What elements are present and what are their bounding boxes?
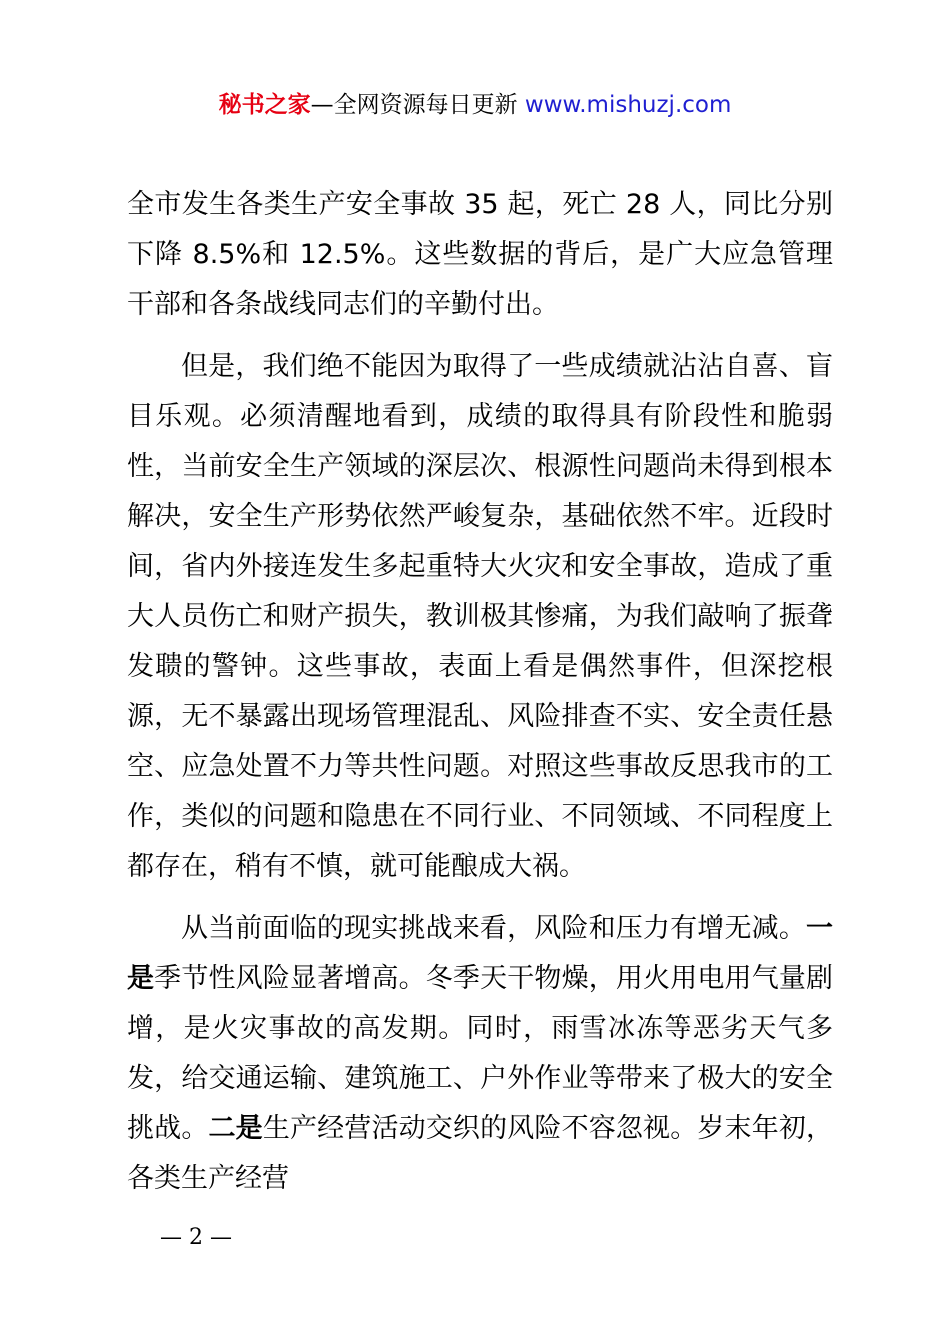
brand-name: 秘书之家 — [218, 92, 311, 118]
paragraph-2: 但是，我们绝不能因为取得了一些成绩就沾沾自喜、盲目乐观。必须清醒地看到，成绩的取得具有阶段性和脆弱性，当前安全生产领域的深层次、根源性问题尚未得到根本解决，安全生产形势依然严峻复杂，基础依然不牢。近段时间，省内外接连发生多起重特大火灾和安全事故，造成了重大人员伤亡和财产损失，教训极其惨痛，为我们敲响了振聋发聩的警钟。这些事故，表面上看是偶然事件，但深挖根源，无不暴露出现场管理混乱、风险排查不实、安全责任悬空、应急处置不力等共性问题。对照这些事故反思我市的工作，类似的问题和隐患在不同行业、不同领域、不同程度上都存在，稍有不慎，就可能酿成大祸。 — [127, 351, 833, 882]
point-one-marker: 一是 — [127, 913, 833, 994]
document-body — [127, 180, 833, 1216]
paragraph-3 — [127, 904, 833, 1204]
page-header — [0, 88, 950, 122]
point-one-text: 季节性风险显著增高。冬季天干物燥，用火用电用气量剧增，是火灾事故的高发期。同时，雨雪冰冻等恶劣天气多发，给交通运输、建筑施工、户外作业等带来了极大的安全挑战。 — [127, 963, 834, 1144]
paragraph-3-intro: 从当前面临的现实挑战来看，风险和压力有增无减。 — [181, 913, 806, 944]
header-tagline: —全网资源每日更新 — [310, 92, 525, 118]
paragraph-1: 全市发生各类生产安全事故 35 起，死亡 28 人，同比分别下降 8.5%和 12.5%。这些数据的背后，是广大应急管理干部和各条战线同志们的辛勤付出。 — [127, 189, 833, 320]
page-number: — 2 — — [160, 1225, 232, 1250]
point-two-text: 生产经营活动交织的风险不容忽视。岁末年初，各类生产经营 — [127, 1113, 834, 1194]
website-url[interactable]: www.mishuzj.com — [524, 92, 732, 118]
point-two-marker: 二是 — [208, 1113, 263, 1144]
